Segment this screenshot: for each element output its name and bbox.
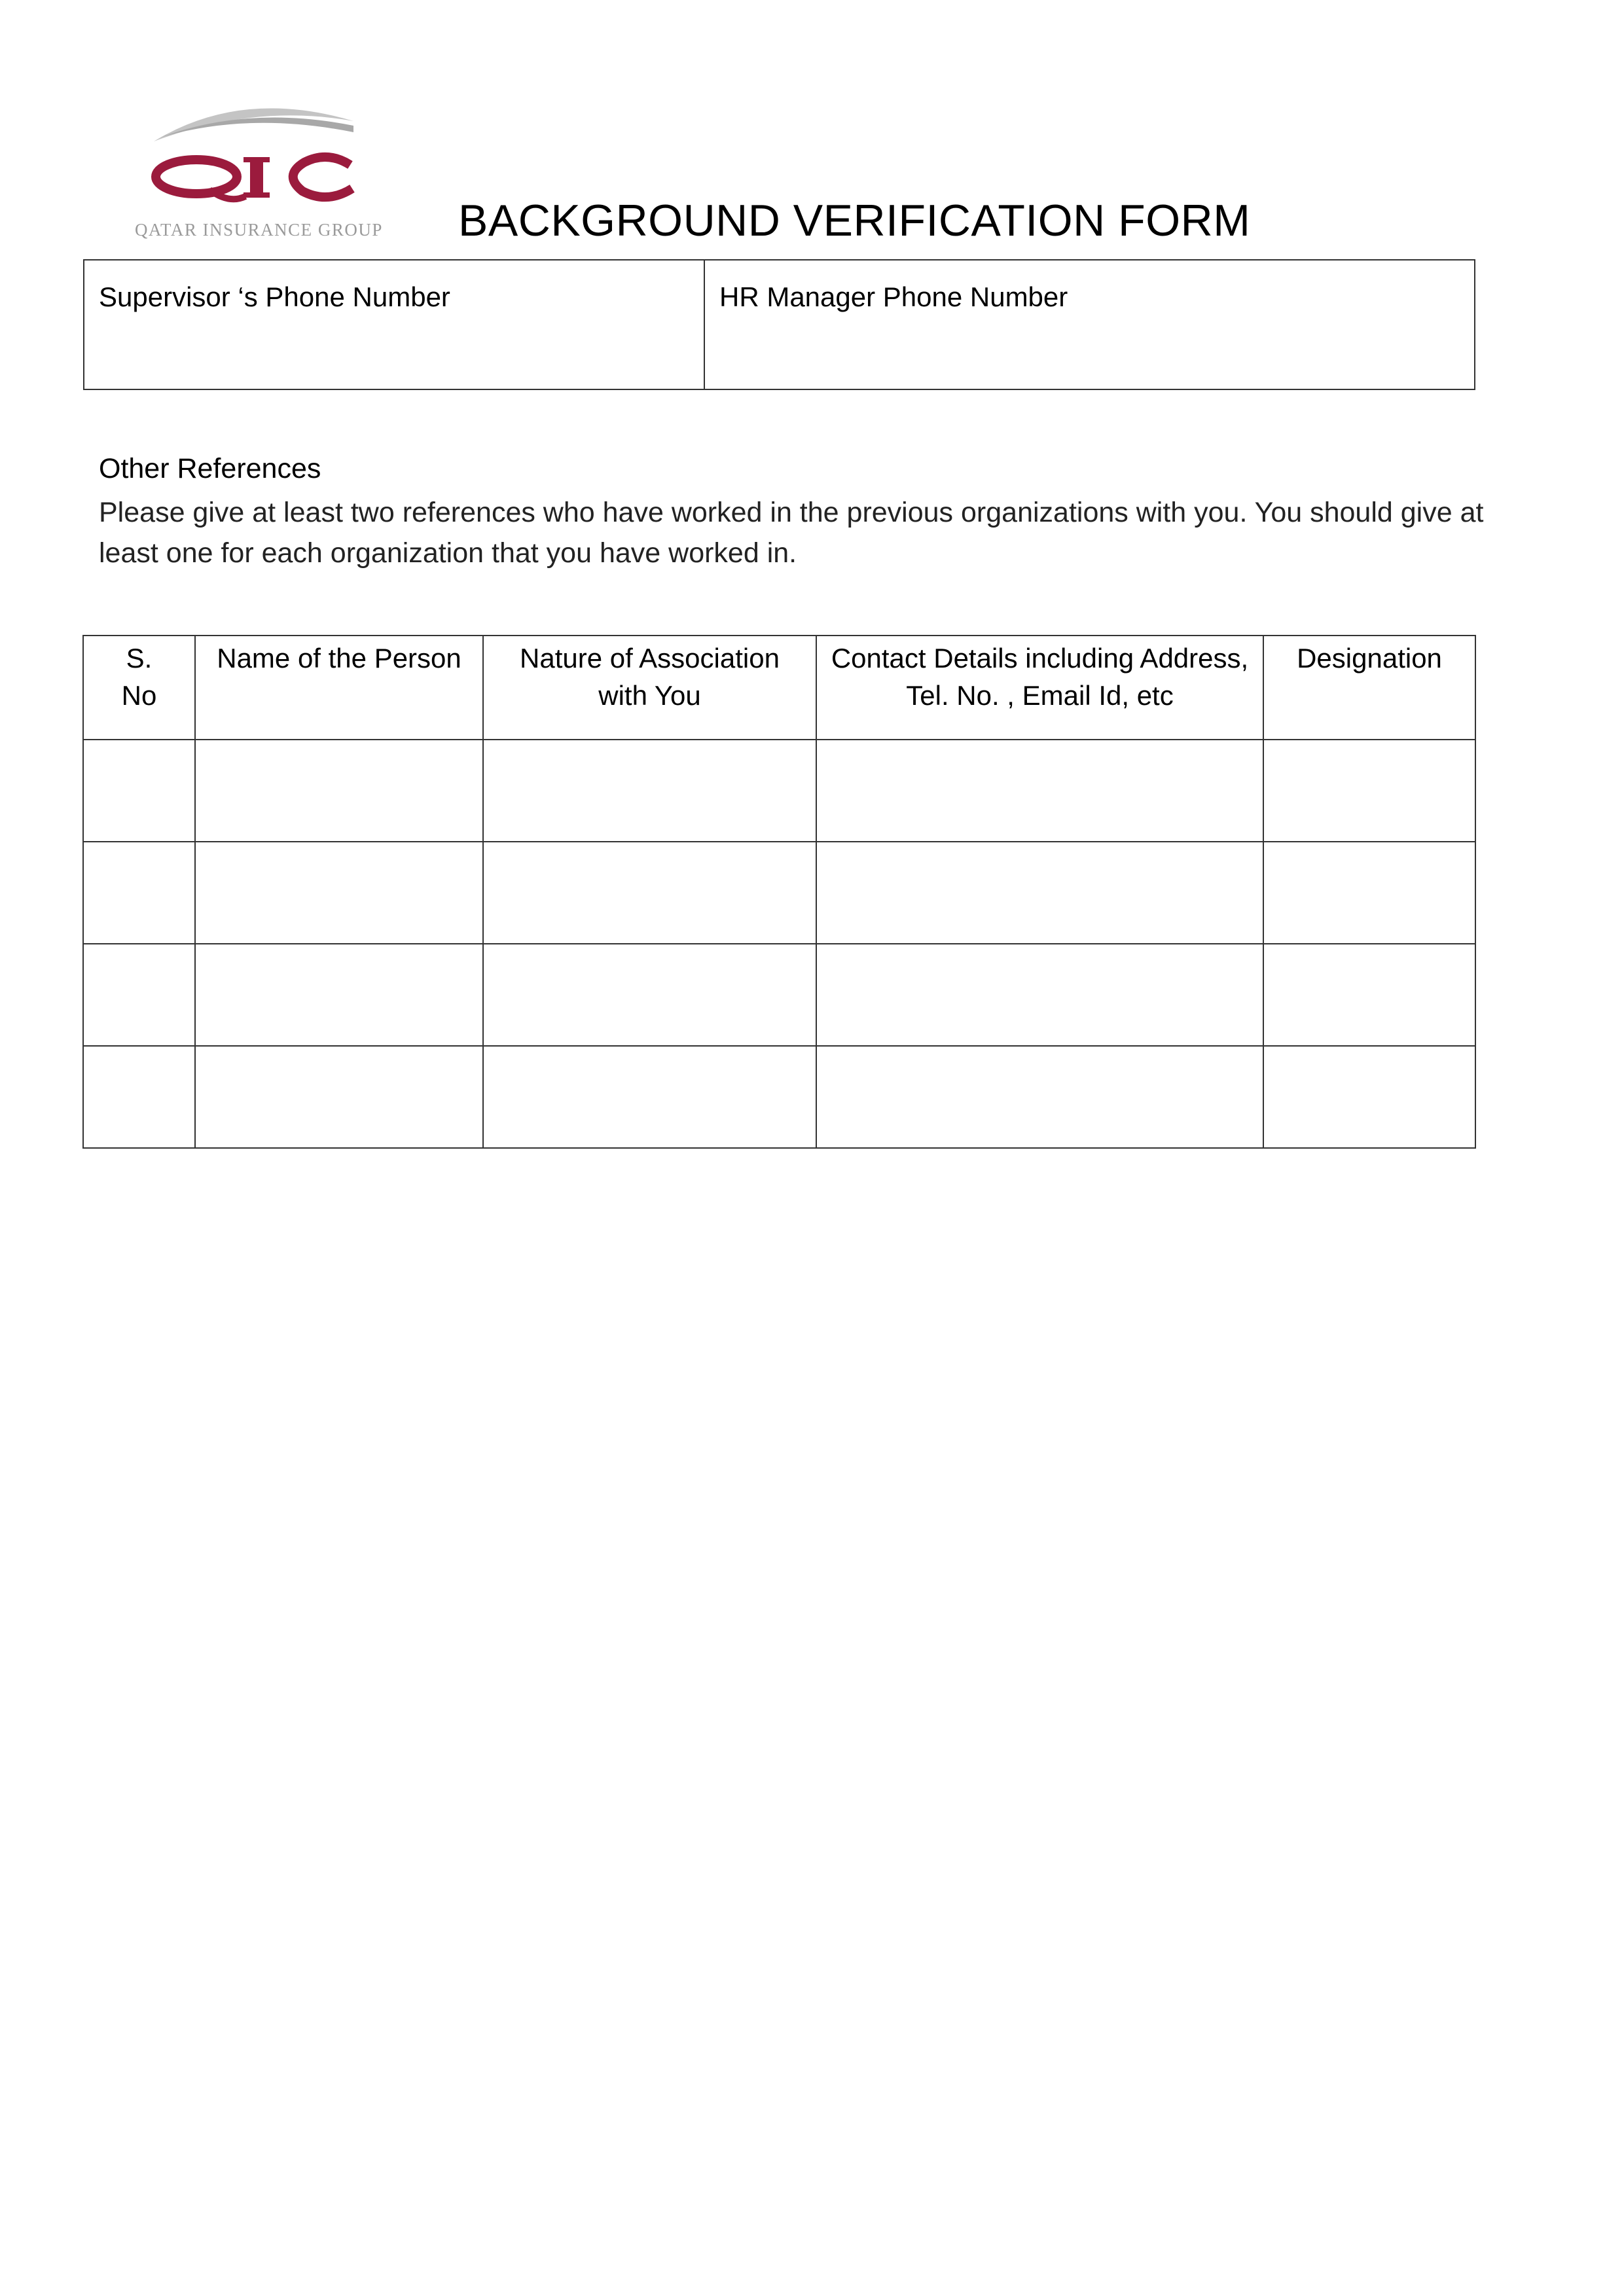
phone-number-table — [83, 259, 1475, 390]
cell-serial-no[interactable] — [83, 740, 195, 842]
company-logo — [131, 92, 393, 249]
cell-contact-details[interactable] — [816, 1046, 1263, 1148]
table-header-row — [83, 636, 1475, 740]
hr-manager-phone-cell[interactable] — [704, 260, 1475, 389]
cell-serial-no[interactable] — [83, 944, 195, 1046]
cell-serial-no[interactable] — [83, 1046, 195, 1148]
column-header-association: Nature of Association with You — [483, 636, 816, 740]
column-header-serial-no: S. No — [83, 636, 195, 740]
cell-designation[interactable] — [1263, 842, 1475, 944]
cell-name[interactable] — [195, 944, 483, 1046]
qic-logo-mark — [131, 92, 393, 223]
column-header-contact-details: Contact Details including Address, Tel. No. , Email Id, etc — [816, 636, 1263, 740]
table-row — [83, 944, 1475, 1046]
references-instructions: Please give at least two references who have worked in the previous organizations with you. You should give at least one for each organization that you have worked in. — [99, 497, 1484, 569]
table-row — [83, 740, 1475, 842]
column-header-name: Name of the Person — [195, 636, 483, 740]
cell-contact-details[interactable] — [816, 944, 1263, 1046]
cell-contact-details[interactable] — [816, 740, 1263, 842]
cell-association[interactable] — [483, 740, 816, 842]
cell-association[interactable] — [483, 1046, 816, 1148]
cell-contact-details[interactable] — [816, 842, 1263, 944]
page-title: BACKGROUND VERIFICATION FORM — [458, 196, 1251, 245]
other-references-heading: Other References — [99, 453, 321, 484]
logo-subtitle: QATAR INSURANCE GROUP — [135, 220, 383, 240]
supervisor-phone-label: Supervisor ‘s Phone Number — [99, 281, 450, 312]
cell-designation[interactable] — [1263, 944, 1475, 1046]
table-row — [83, 842, 1475, 944]
cell-designation[interactable] — [1263, 740, 1475, 842]
references-table — [82, 635, 1476, 1149]
cell-name[interactable] — [195, 740, 483, 842]
table-row — [83, 1046, 1475, 1148]
cell-name[interactable] — [195, 1046, 483, 1148]
cell-association[interactable] — [483, 842, 816, 944]
supervisor-phone-cell[interactable] — [84, 260, 704, 389]
cell-association[interactable] — [483, 944, 816, 1046]
cell-designation[interactable] — [1263, 1046, 1475, 1148]
column-header-designation: Designation — [1263, 636, 1475, 740]
cell-name[interactable] — [195, 842, 483, 944]
hr-manager-phone-label: HR Manager Phone Number — [719, 281, 1068, 312]
cell-serial-no[interactable] — [83, 842, 195, 944]
